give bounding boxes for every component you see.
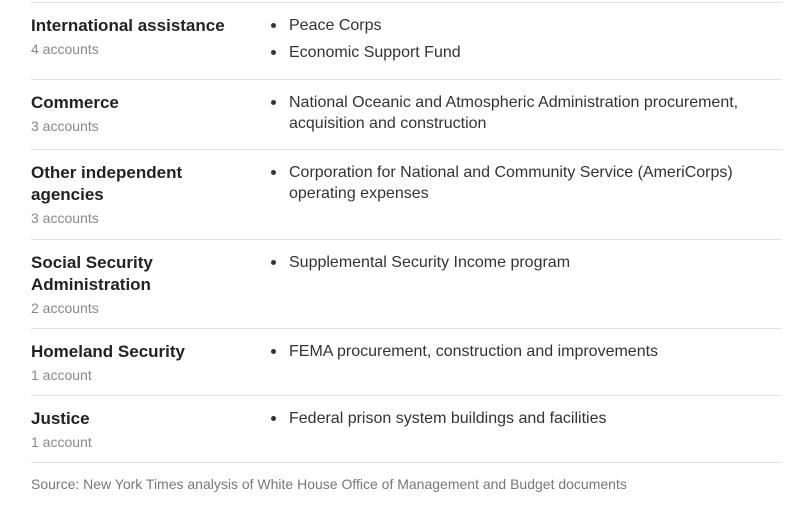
table-row	[31, 240, 782, 329]
accounts-cell	[251, 252, 782, 328]
account-item: Economic Support Fund	[269, 42, 782, 63]
table-row	[31, 3, 782, 80]
agency-name: Commerce	[31, 93, 119, 112]
account-item: National Oceanic and Atmospheric Administration procurement, acquisition and construction	[269, 92, 782, 134]
agency-name: Other independent agencies	[31, 163, 183, 204]
account-count: 1 account	[31, 367, 92, 383]
agency-cell	[31, 162, 251, 239]
accounts-table	[31, 2, 782, 463]
account-item: Federal prison system buildings and facilities	[269, 408, 782, 429]
accounts-list	[269, 341, 782, 362]
accounts-cell	[251, 92, 782, 149]
account-item: Corporation for National and Community Service (AmeriCorps) operating expenses	[269, 162, 782, 204]
accounts-cell	[251, 162, 782, 239]
account-count: 3 accounts	[31, 118, 99, 134]
accounts-list	[269, 162, 782, 204]
agency-name: Justice	[31, 409, 90, 428]
accounts-list	[269, 15, 782, 63]
account-item: FEMA procurement, construction and improvements	[269, 341, 782, 362]
agency-cell	[31, 341, 251, 395]
agency-cell	[31, 92, 251, 149]
accounts-cell	[251, 408, 782, 462]
accounts-cell	[251, 341, 782, 395]
agency-name: Homeland Security	[31, 342, 185, 361]
agency-cell	[31, 252, 251, 328]
agency-name: International assistance	[31, 16, 225, 35]
account-item: Peace Corps	[269, 15, 782, 36]
account-count: 3 accounts	[31, 210, 99, 226]
accounts-list	[269, 252, 782, 273]
table-row	[31, 396, 782, 463]
agency-cell	[31, 408, 251, 462]
table-row	[31, 150, 782, 240]
account-count: 1 account	[31, 434, 92, 450]
table-row	[31, 329, 782, 396]
table-row	[31, 80, 782, 150]
account-count: 4 accounts	[31, 41, 99, 57]
source-note: Source: New York Times analysis of White House Office of Management and Budget documents	[31, 476, 627, 492]
accounts-list	[269, 408, 782, 429]
agency-name: Social Security Administration	[31, 253, 153, 294]
agency-cell	[31, 15, 251, 79]
accounts-cell	[251, 15, 782, 79]
account-count: 2 accounts	[31, 300, 99, 316]
account-item: Supplemental Security Income program	[269, 252, 782, 273]
accounts-list	[269, 92, 782, 134]
